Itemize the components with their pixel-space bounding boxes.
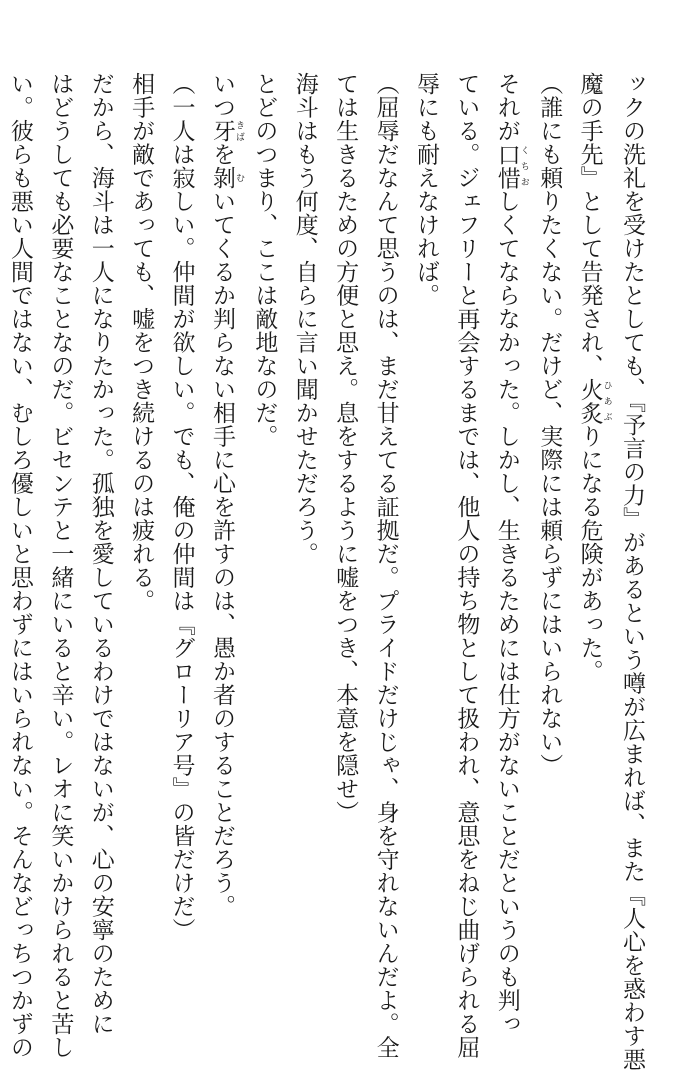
text-line: [121, 72, 161, 962]
ruby-annotation: [493, 142, 529, 190]
ruby-annotation: [576, 377, 612, 425]
text-segment: （屈辱だなんて思うのは、まだ甘えてる証拠だ。プライドだけじゃ、身を守れないんだよ。全: [372, 72, 399, 1059]
text-segment: （一人は寂しい。仲間が欲しい。でも、俺の仲間は『グローリア号』の皆だけだ）: [168, 72, 195, 942]
text-line: [569, 72, 611, 962]
text-segment: い。彼らも悪い人間ではない、むしろ優しいと思わずにはいられない。そんなどっちつかずの: [6, 72, 33, 1059]
text-segment: りになる危険があった。: [576, 424, 603, 683]
text-segment: はどうしても必要なことなのだ。ビセンテと一緒にいると辛い。レオに笑いかけられると苦し: [47, 72, 74, 1059]
ruby-reading: ひあぶ: [601, 377, 612, 425]
text-segment: いつ: [208, 72, 235, 119]
text-segment: 海斗はもう何度、自らに言い聞かせただろう。: [291, 72, 318, 566]
text-segment: 魔の手先』として告発され、: [576, 72, 603, 378]
ruby-annotation: [208, 166, 244, 190]
text-segment: だから、海斗は一人になりたかった。孤独を愛しているわけではないが、心の安寧のために: [87, 72, 114, 1036]
text-segment: ては生きるための方便と思え。息をするように嘘をつき、本意を隠せ）: [332, 72, 359, 824]
text-line: [284, 72, 324, 962]
text-segment: （誰にも頼りたくない。だけど、実際には頼らずにはいられない）: [536, 72, 563, 777]
text-segment: 相手が敵であっても、嘘をつき続けるのは疲れる。: [128, 72, 155, 613]
text-segment: しくてならなかった。しかし、生きるためには仕方がないことだというのも判っ: [493, 189, 520, 1036]
text-segment: いてくるか判らない相手に心を許すのは、愚か者のすることだろう。: [208, 189, 235, 918]
ruby-base: 火炙: [576, 377, 603, 425]
vertical-text-body: [6, 72, 652, 1071]
text-segment: ックの洗礼を受けたとしても、『予言の力』があるという噂が広まれば、また『人心を惑わす悪: [619, 72, 645, 1071]
ruby-base: 牙: [208, 119, 235, 143]
text-segment: 辱にも耐えなければ。: [412, 72, 439, 307]
text-line: [161, 72, 201, 962]
ruby-reading: くちお: [518, 142, 529, 190]
ruby-reading: む: [233, 166, 244, 190]
ruby-base: 口惜: [493, 142, 520, 190]
text-segment: を: [208, 142, 235, 166]
ruby-annotation: [208, 119, 244, 143]
ruby-reading: きば: [233, 119, 244, 143]
text-line: [612, 72, 652, 1071]
text-segment: とどのつまり、ここは敵地なのだ。: [251, 72, 278, 448]
ruby-base: 剝: [208, 166, 235, 190]
text-line: [446, 72, 486, 1059]
text-line: [325, 72, 365, 962]
text-segment: ている。ジェフリーと再会するまでは、他人の持ち物として扱われ、意思をねじ曲げられる屈: [453, 72, 480, 1059]
text-line: [40, 72, 80, 1059]
text-line: [406, 72, 446, 962]
text-line: [244, 72, 284, 962]
text-line: [0, 72, 40, 1059]
text-line: [365, 72, 405, 1059]
text-line: [529, 72, 569, 962]
text-segment: それが: [493, 72, 520, 143]
text-line: [80, 72, 120, 1036]
text-line: [202, 72, 244, 962]
text-line: [486, 72, 529, 1036]
